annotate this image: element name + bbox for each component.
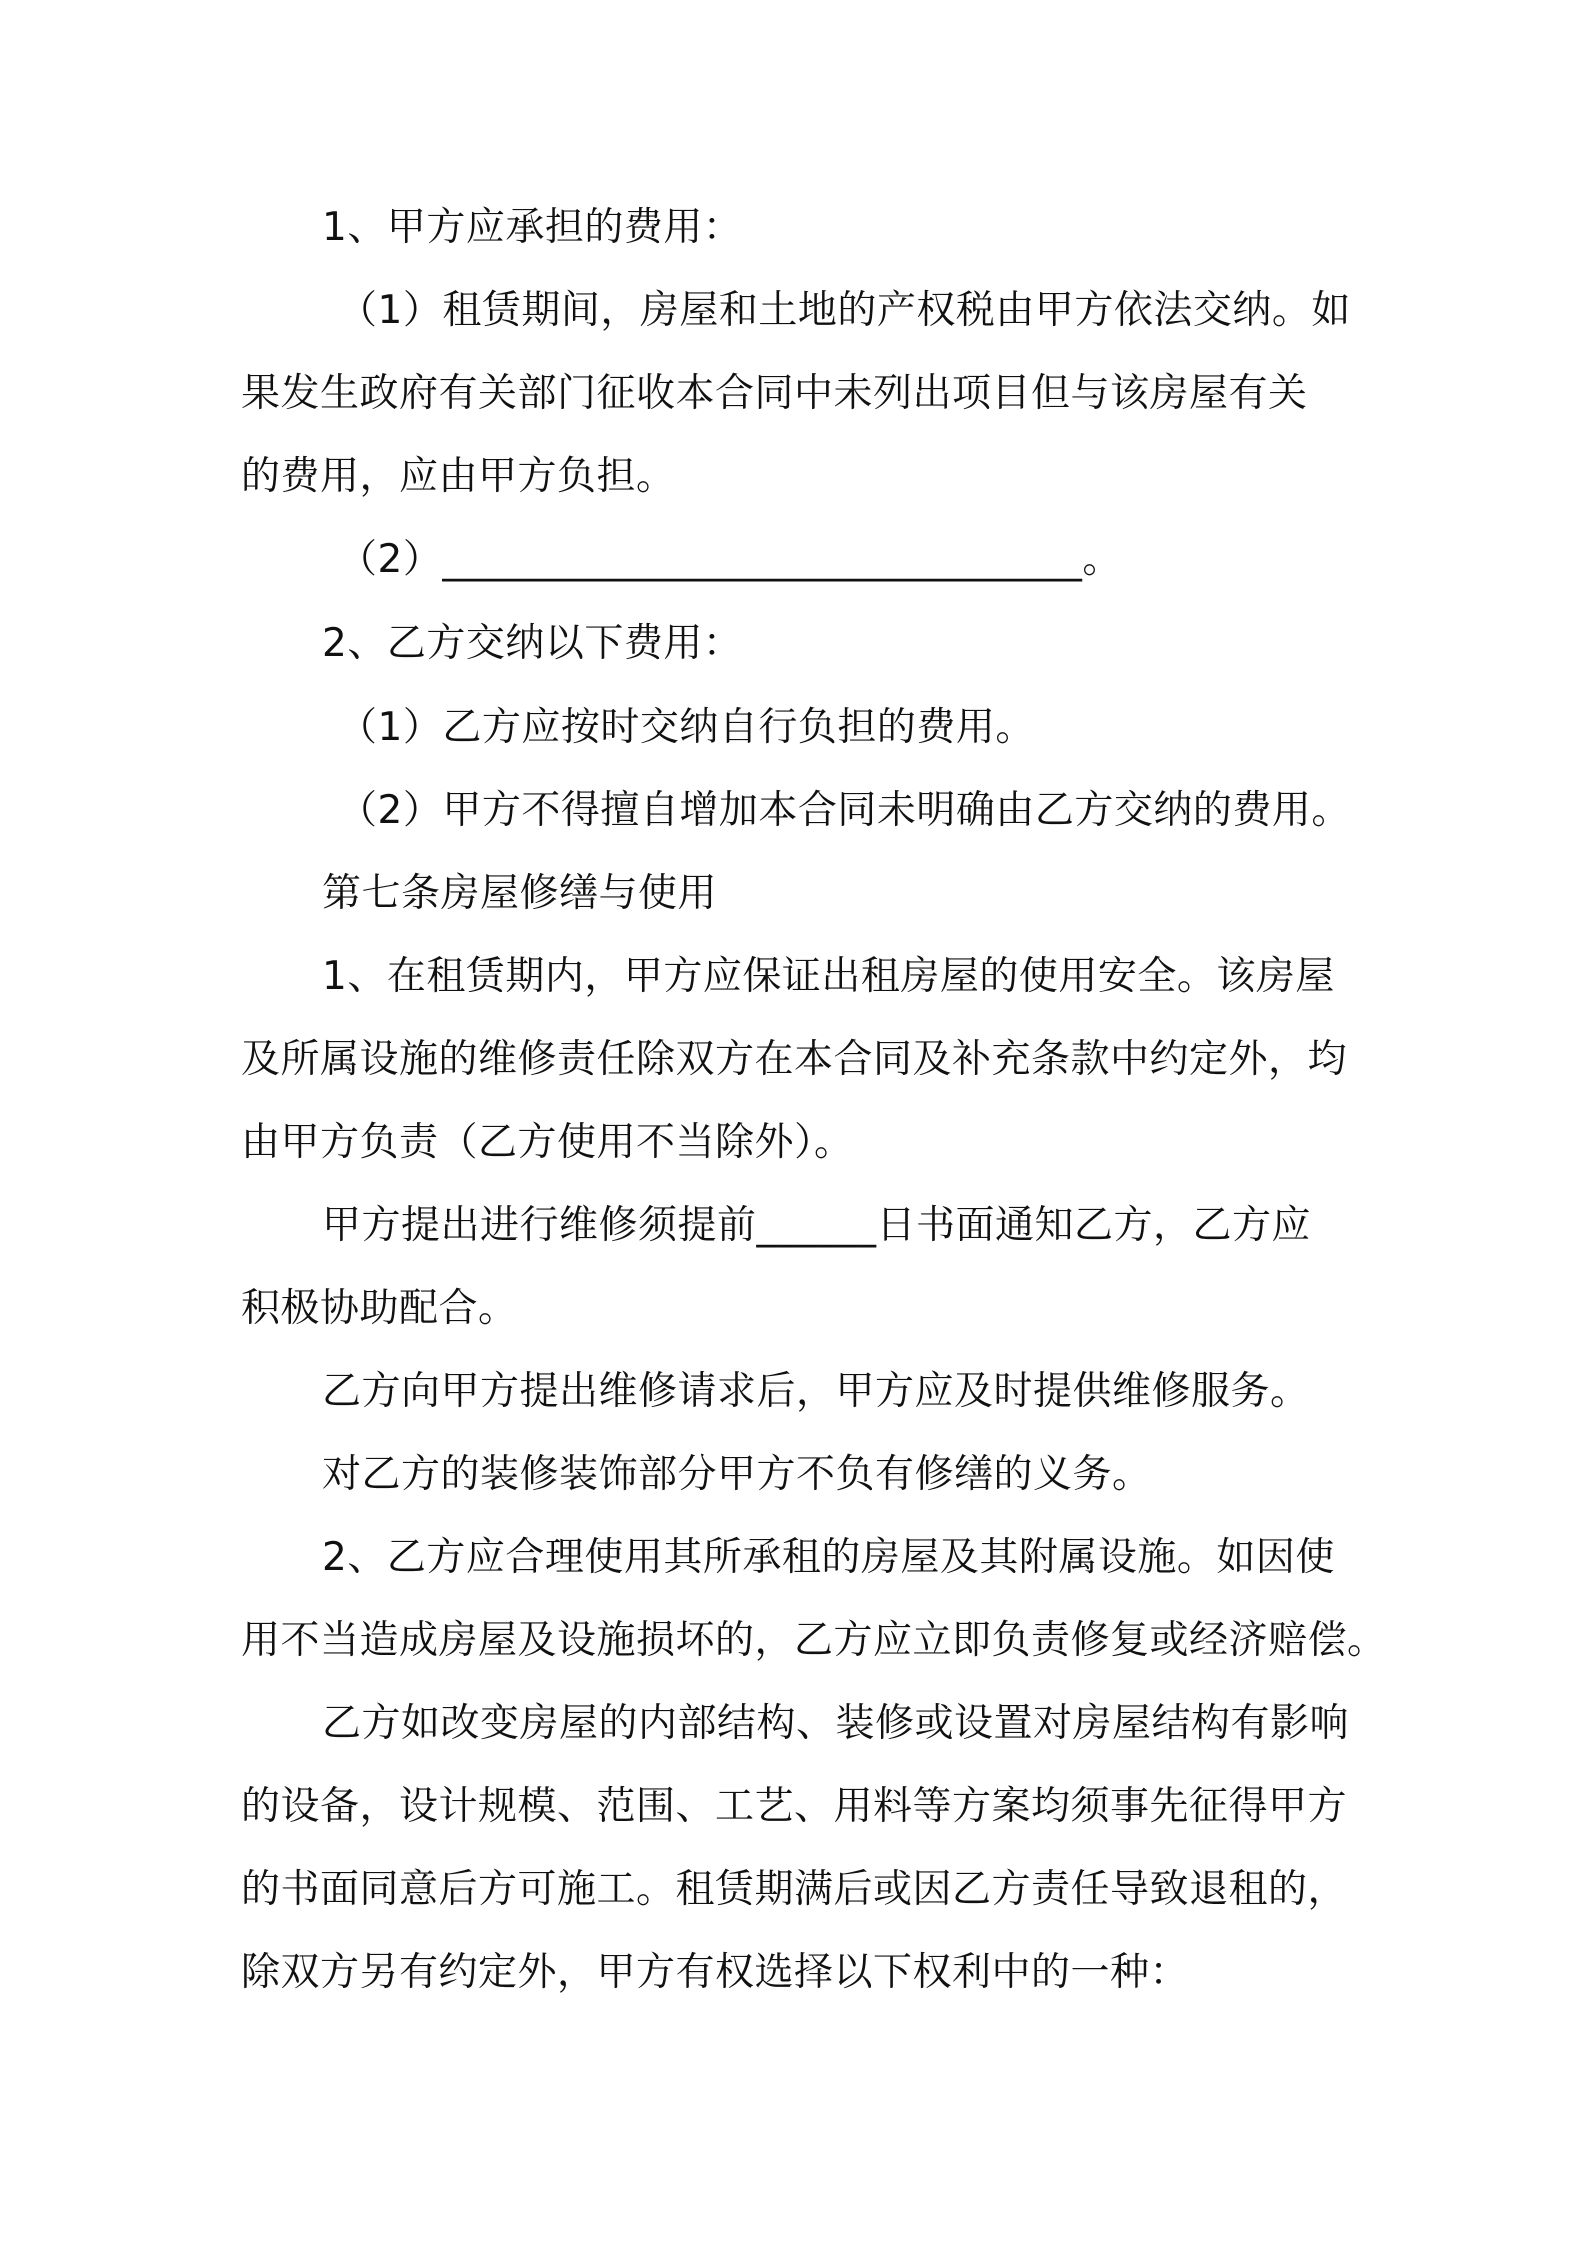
article-7-title: 第七条房屋修缮与使用 <box>322 871 718 916</box>
clause-2-item-1: （1）乙方应按时交纳自行负担的费用。 <box>338 705 1035 750</box>
article-7-para-1-line-2: 及所属设施的维修责任除双方在本合同及补充条款中约定外，均 <box>241 1037 1348 1082</box>
article-7-para-6-line-4: 除双方另有约定外，甲方有权选择以下权利中的一种： <box>241 1950 1190 1995</box>
clause-2-heading: 2、乙方交纳以下费用： <box>322 621 743 666</box>
article-7-para-6-line-1: 乙方如改变房屋的内部结构、装修或设置对房屋结构有影响 <box>322 1701 1350 1746</box>
article-7-para-2-line-1: 甲方提出进行维修须提前______日书面通知乙方，乙方应 <box>322 1203 1312 1248</box>
article-7-para-5-line-2: 用不当造成房屋及设施损坏的，乙方应立即负责修复或经济赔偿。 <box>241 1618 1387 1663</box>
clause-1-item-1-line-3: 的费用，应由甲方负担。 <box>241 454 676 499</box>
clause-1-item-1-line-2: 果发生政府有关部门征收本合同中未列出项目但与该房屋有关 <box>241 371 1308 416</box>
article-7-para-2-line-2: 积极协助配合。 <box>241 1286 518 1331</box>
article-7-para-1-line-1: 1、在租赁期内，甲方应保证出租房屋的使用安全。该房屋 <box>322 954 1335 999</box>
article-7-para-5-line-1: 2、乙方应合理使用其所承租的房屋及其附属设施。如因使 <box>322 1535 1335 1580</box>
article-7-para-6-line-3: 的书面同意后方可施工。租赁期满后或因乙方责任导致退租的， <box>241 1867 1348 1912</box>
clause-1-heading: 1、甲方应承担的费用： <box>322 205 743 250</box>
clause-2-item-2: （2）甲方不得擅自增加本合同未明确由乙方交纳的费用。 <box>338 788 1351 833</box>
clause-1-item-1-line-1: （1）租赁期间，房屋和土地的产权税由甲方依法交纳。如 <box>338 288 1351 333</box>
article-7-para-1-line-3: 由甲方负责（乙方使用不当除外）。 <box>241 1120 854 1165</box>
article-7-para-4: 对乙方的装修装饰部分甲方不负有修缮的义务。 <box>322 1452 1152 1497</box>
article-7-para-3: 乙方向甲方提出维修请求后，甲方应及时提供维修服务。 <box>322 1369 1310 1414</box>
clause-1-item-2: （2）________________________________。 <box>338 537 1122 582</box>
article-7-para-6-line-2: 的设备，设计规模、范围、工艺、用料等方案均须事先征得甲方 <box>241 1784 1348 1829</box>
